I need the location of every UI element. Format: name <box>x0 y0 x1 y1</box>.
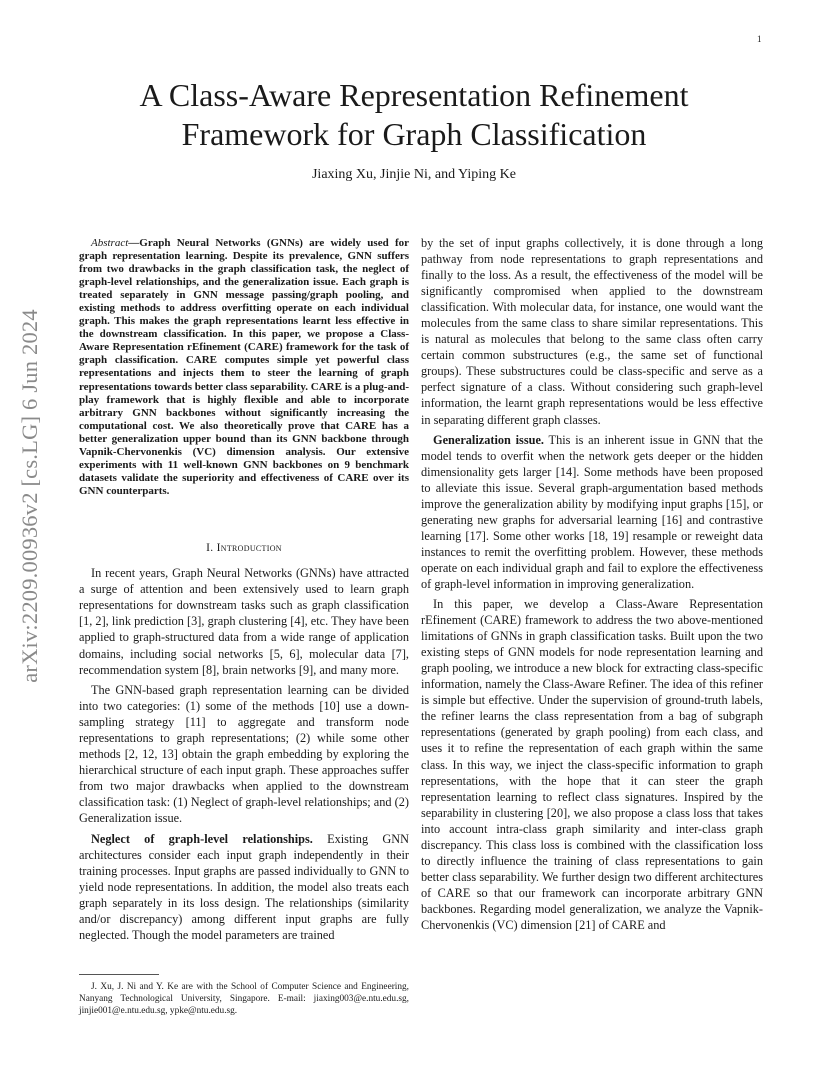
abstract <box>79 237 409 498</box>
footnote-rule <box>79 974 159 975</box>
page-number: 1 <box>757 34 762 44</box>
paper-title <box>60 76 768 154</box>
generalization-paragraph <box>421 432 763 592</box>
right-paragraph-1: by the set of input graphs collectively, it is done through a long pathway from node representations to graph representations and finally to the loss. As a result, the effectiveness of the model will be significantly compromised when applied to the downstream classification. With molecular data, for instance, one would want the molecules from the same class to share similar representations. This is natural as molecules that belong to the same class often carry certain common substructures (e.g., the same set of functional groups). These substructures could be class-specific and serve as a perfect signature of a class. Without considering such graph-level information, the learnt graph representations would be less effective in separating different graph classes. <box>421 236 763 427</box>
abstract-text: —Graph Neural Networks (GNNs) are widely used for graph representation learning. Despite its prevalence, GNN suffers from two drawbacks in the graph classification task, the neglect of graph-level relationships, and the generalization issue. Each graph is treated separately in GNN message passing/graph pooling, and existing methods to address overfitting operate on each individual graph. This makes the graph representations learnt less effective in the downstream classification. In this paper, we propose a Class-Aware Representation rEfinement (CARE) framework for the task of graph classification. CARE computes simple yet powerful class representations and injects them to steer the learning of graph representations towards better class separability. CARE is a plug-and-play framework that is highly flexible and able to incorporate arbitrary GNN backbones without significantly increasing the computational cost. We also theoretically prove that CARE has a better generalization upper bound than its GNN backbone through Vapnik-Chervonenkis (VC) dimension analysis. Our extensive experiments with 11 well-known GNN backbones on 9 benchmark datasets validate the superiority and effectiveness of CARE over its GNN counterparts. <box>79 237 409 497</box>
neglect-text: Existing GNN architectures consider each input graph independently in their training processes. Input graphs are passed individually to GNN to yield node representations. In addition, the model also treats each graph separately in its loss design. The relationships (similarity and/or discrepancy) among different input graphs are fully neglected. Though the model parameters are trained <box>79 831 409 943</box>
section-number: I. <box>206 541 214 554</box>
left-column <box>79 237 409 947</box>
intro-paragraph-2: The GNN-based graph representation learning can be divided into two categories: (1) some of the methods [10] use a down-sampling strategy [11] to aggregate and transform node representations to graph representations; (2) while some other methods [2, 12, 13] obtain the graph embedding by exploring the hierarchical structure of each input graph. These approaches suffer from two major drawbacks when applied to the downstream classification task: (1) Neglect of graph-level relationships; and (2) Generalization issue. <box>79 682 409 826</box>
generalization-text: This is an inherent issue in GNN that the model tends to overfit when the network gets deeper or the hidden dimensionality gets larger [14]. Some methods have been proposed to alleviate this issue. Several graph-argumentation based methods improve the generalization ability by modifying input graphs [15], or generating new graphs for adversarial learning [16] and contrastive learning [17]. Some other works [18, 19] resample or reweight data instances to remit the overfitting problem. However, these methods operate on each individual graph and fail to explore the effectiveness of graph-level information in improving generalization. <box>421 432 763 591</box>
authors: Jiaxing Xu, Jinjie Ni, and Yiping Ke <box>311 167 517 182</box>
generalization-heading: Generalization issue. <box>433 432 544 447</box>
abstract-label: Abstract <box>91 237 129 249</box>
neglect-heading: Neglect of graph-level relationships. <box>91 831 313 846</box>
arxiv-stamp <box>10 296 50 696</box>
title-line-2: Framework for Graph Classification <box>181 116 647 152</box>
intro-paragraph-1: In recent years, Graph Neural Networks (GNNs) have attracted a surge of attention and been extensively used to learn graph representations for downstream tasks such as graph classification [1, 2], link prediction [3], graph clustering [4], etc. They have been applied to graph-structured data from a wide range of application domains, including social networks [5, 6], molecular data [7], recommendation system [8], brain networks [9], and many more. <box>79 566 409 677</box>
section-heading-introduction <box>79 540 409 556</box>
section-title: Introduction <box>216 541 282 554</box>
footnote <box>79 974 409 1018</box>
title-block <box>60 76 768 183</box>
neglect-paragraph <box>79 831 409 944</box>
footnote-text: J. Xu, J. Ni and Y. Ke are with the School of Computer Science and Engineering, Nanyang Technological University, Singapore. E-mail: jiaxing003@e.ntu.edu.sg, jinjie001@e.ntu.edu.sg, ypke@ntu.edu.sg. <box>79 982 409 1017</box>
right-paragraph-3: In this paper, we develop a Class-Aware Representation rEfinement (CARE) framework to address the two above-mentioned limitations of GNNs in graph classification tasks. Built upon the two existing steps of GNN models for node representation learning and graph pooling, we introduce a new block for extracting class-specific information, namely the Class-Aware Refiner. The idea of this refiner is simple but effective. Under the supervision of ground-truth labels, the refiner learns the class representation from a bag of subgraph representations (generated by graph pooling) from each class, and uses it to refine the representation of each graph within the same class. In this way, we inject the class-specific information to graph representations, with the hope that it can steer the graph representation learning to reflect class signatures. Inspired by the separability in clustering [20], we also propose a class loss that takes into account intra-class graph similarity and inter-class graph discrepancy. This class loss is combined with the classification loss to directly influence the training of class representations to gain better class separability. We further design two different architectures of CARE so that our framework can incorporate arbitrary GNN backbones. Regarding model generalization, we analyze the Vapnik-Chervonenkis (VC) dimension [21] of CARE and <box>421 597 763 932</box>
right-column <box>421 235 763 937</box>
arxiv-id-text: arXiv:2209.00936v2 [cs.LG] 6 Jun 2024 <box>17 309 42 683</box>
title-line-1: A Class-Aware Representation Refinement <box>139 77 689 113</box>
